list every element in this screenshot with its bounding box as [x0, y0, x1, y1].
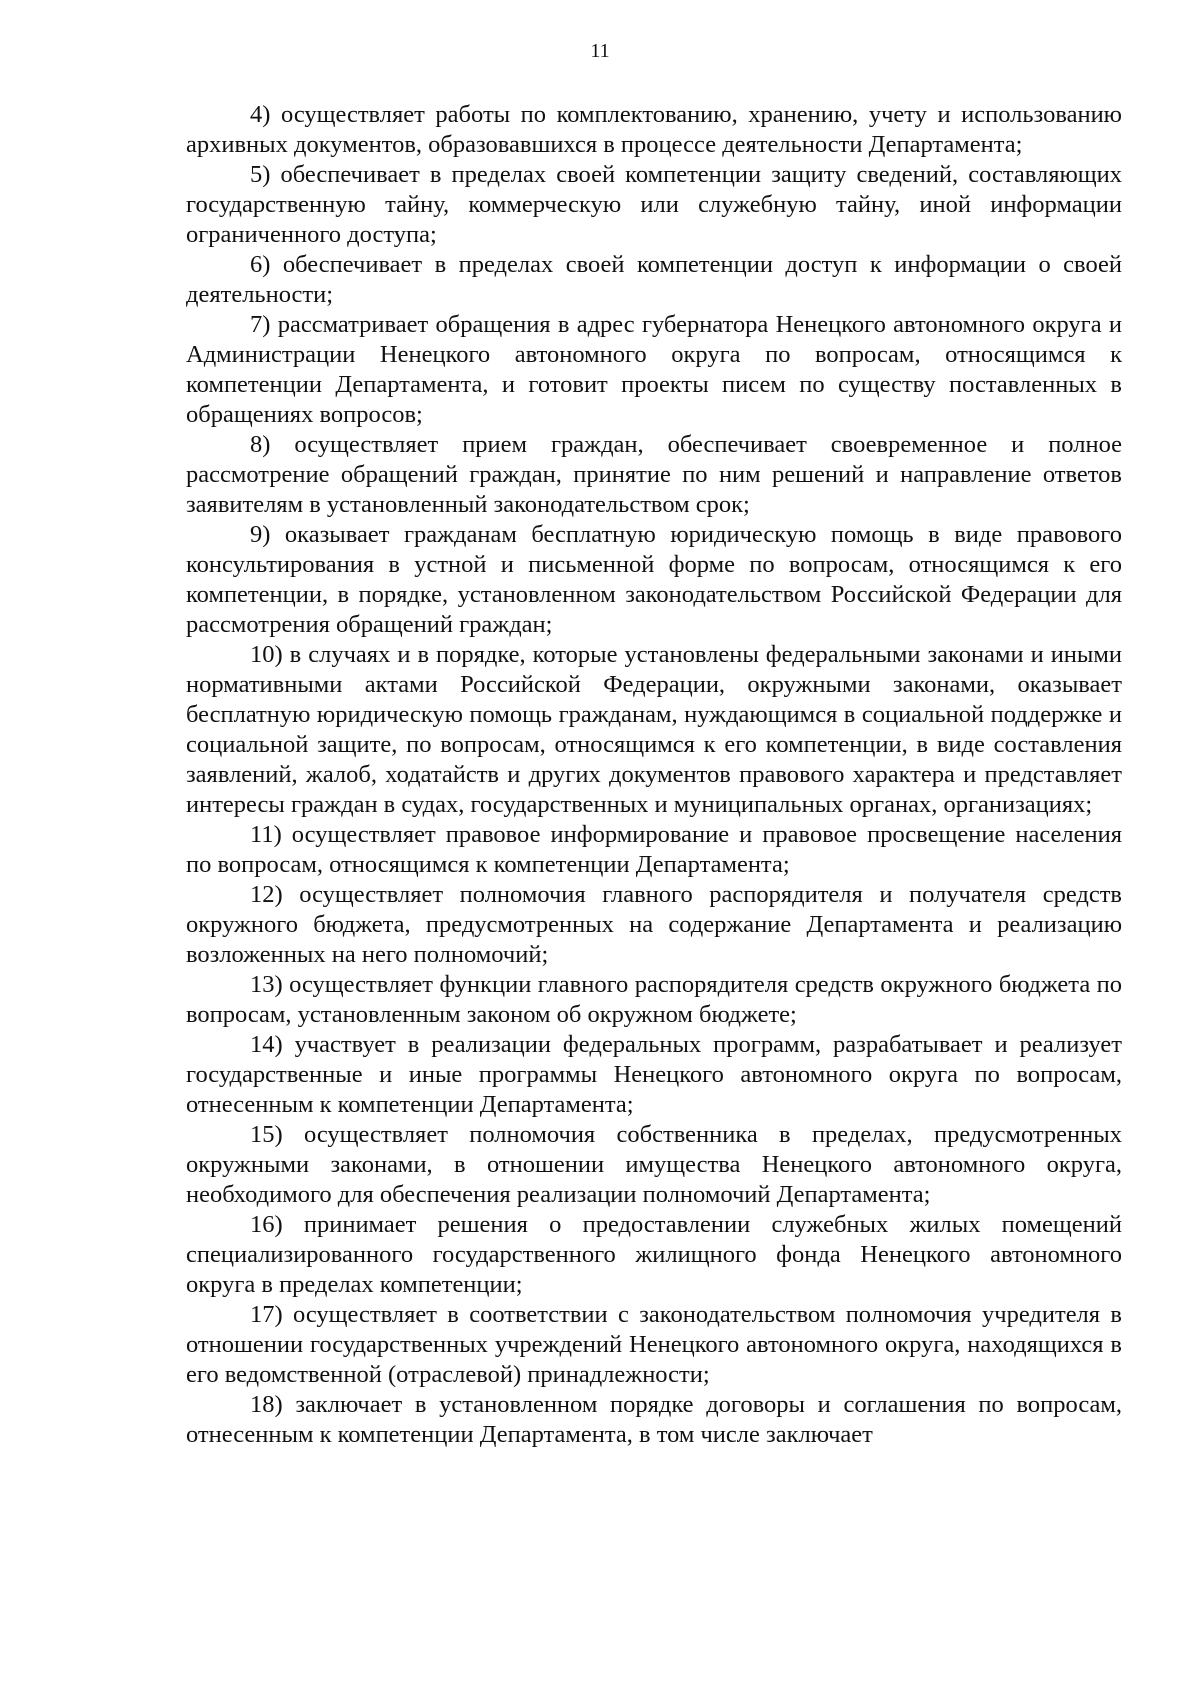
paragraph-item-10: 10) в случаях и в порядке, которые установлены федеральными законами и иными нормативными актами Российской Федерации, окружными законами, оказывает бесплатную юридическую помощь гражданам, нуждающимся в социальной поддержке и социальной защите, по вопросам, относящимся к его компетенции, в виде составления заявлений, жалоб, ходатайств и других документов правового характера и представляет интересы граждан в судах, государственных и муниципальных органах, организациях; [186, 641, 1122, 818]
document-body [186, 100, 1122, 1450]
paragraph-item-8: 8) осуществляет прием граждан, обеспечивает своевременное и полное рассмотрение обращений граждан, принятие по ним решений и направление ответов заявителям в установленный законодательством срок; [186, 431, 1122, 518]
paragraph-item-11: 11) осуществляет правовое информирование и правовое просвещение населения по вопросам, относящимся к компетенции Департамента; [186, 821, 1122, 878]
paragraph-item-4: 4) осуществляет работы по комплектованию, хранению, учету и использованию архивных документов, образовавшихся в процессе деятельности Департамента; [186, 101, 1122, 158]
paragraph-item-12: 12) осуществляет полномочия главного распорядителя и получателя средств окружного бюджета, предусмотренных на содержание Департамента и реализацию возложенных на него полномочий; [186, 881, 1122, 968]
paragraph-item-16: 16) принимает решения о предоставлении служебных жилых помещений специализированного государственного жилищного фонда Ненецкого автономного округа в пределах компетенции; [186, 1211, 1122, 1298]
page-number: 11 [590, 40, 610, 62]
paragraph-item-18: 18) заключает в установленном порядке договоры и соглашения по вопросам, отнесенным к компетенции Департамента, в том числе заключает [186, 1391, 1122, 1448]
paragraph-item-6: 6) обеспечивает в пределах своей компетенции доступ к информации о своей деятельности; [186, 251, 1122, 308]
paragraph-item-15: 15) осуществляет полномочия собственника в пределах, предусмотренных окружными законами, в отношении имущества Ненецкого автономного округа, необходимого для обеспечения реализации полномочий Департамента; [186, 1121, 1122, 1208]
paragraph-item-7: 7) рассматривает обращения в адрес губернатора Ненецкого автономного округа и Администрации Ненецкого автономного округа по вопросам, относящимся к компетенции Департамента, и готовит проекты писем по существу поставленных в обращениях вопросов; [186, 311, 1122, 428]
paragraph-item-13: 13) осуществляет функции главного распорядителя средств окружного бюджета по вопросам, установленным законом об окружном бюджете; [186, 971, 1122, 1028]
paragraph-item-9: 9) оказывает гражданам бесплатную юридическую помощь в виде правового консультирования в устной и письменной форме по вопросам, относящимся к его компетенции, в порядке, установленном законодательством Российской Федерации для рассмотрения обращений граждан; [186, 521, 1122, 638]
paragraph-item-5: 5) обеспечивает в пределах своей компетенции защиту сведений, составляющих государственную тайну, коммерческую или служебную тайну, иной информации ограниченного доступа; [186, 161, 1122, 248]
paragraph-item-17: 17) осуществляет в соответствии с законодательством полномочия учредителя в отношении государственных учреждений Ненецкого автономного округа, находящихся в его ведомственной (отраслевой) принадлежности; [186, 1301, 1122, 1388]
paragraph-item-14: 14) участвует в реализации федеральных программ, разрабатывает и реализует государственные и иные программы Ненецкого автономного округа по вопросам, отнесенным к компетенции Департамента; [186, 1031, 1122, 1118]
